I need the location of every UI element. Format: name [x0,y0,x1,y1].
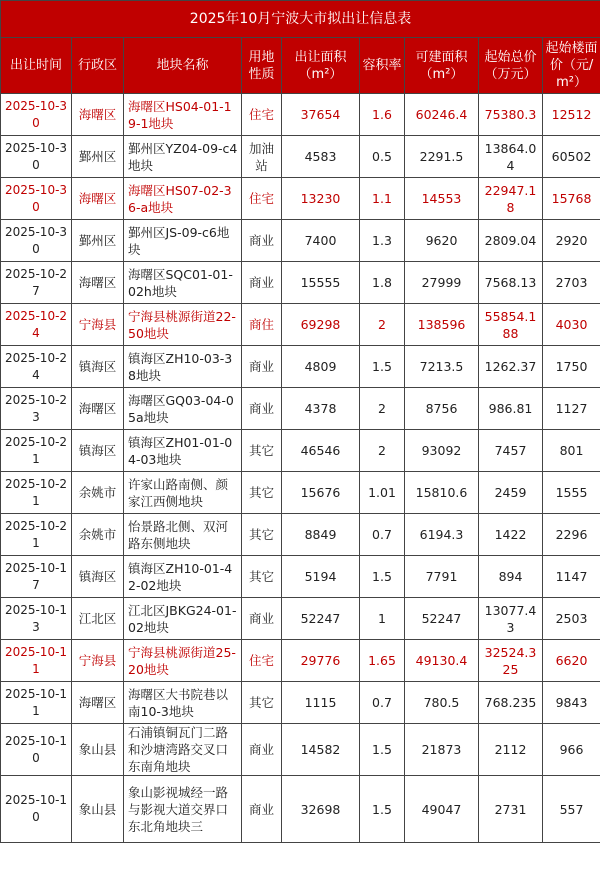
cell-land-use: 商住 [242,304,282,346]
cell-total-price: 55854.188 [479,304,543,346]
header-far: 容积率 [360,38,405,94]
cell-area: 37654 [282,94,360,136]
cell-land-use: 其它 [242,682,282,724]
cell-unit-price: 4030 [543,304,600,346]
cell-land-use: 加油站 [242,136,282,178]
cell-plot-name: 鄞州区YZ04-09-c4地块 [124,136,242,178]
cell-district: 海曙区 [72,94,124,136]
table-row [1,94,600,136]
table-row [1,556,600,598]
cell-total-price: 75380.3 [479,94,543,136]
cell-far: 1.1 [360,178,405,220]
cell-date: 2025-10-30 [1,178,72,220]
cell-far: 1.8 [360,262,405,304]
cell-buildable-area: 15810.6 [405,472,479,514]
header-unit-price: 起始楼面价（元/m²） [543,38,600,94]
cell-buildable-area: 52247 [405,598,479,640]
cell-buildable-area: 780.5 [405,682,479,724]
cell-district: 余姚市 [72,514,124,556]
cell-date: 2025-10-10 [1,776,72,843]
header-total-price: 起始总价（万元） [479,38,543,94]
cell-total-price: 32524.325 [479,640,543,682]
table-row [1,178,600,220]
cell-date: 2025-10-27 [1,262,72,304]
cell-unit-price: 15768 [543,178,600,220]
table-row [1,304,600,346]
cell-area: 1115 [282,682,360,724]
header-land-use: 用地性质 [242,38,282,94]
cell-area: 8849 [282,514,360,556]
cell-unit-price: 801 [543,430,600,472]
cell-total-price: 2459 [479,472,543,514]
cell-buildable-area: 21873 [405,724,479,776]
cell-buildable-area: 138596 [405,304,479,346]
cell-area: 5194 [282,556,360,598]
cell-total-price: 986.81 [479,388,543,430]
cell-plot-name: 海曙区HS07-02-36-a地块 [124,178,242,220]
cell-district: 象山县 [72,724,124,776]
cell-district: 镇海区 [72,346,124,388]
header-date: 出让时间 [1,38,72,94]
cell-date: 2025-10-21 [1,472,72,514]
cell-unit-price: 2296 [543,514,600,556]
cell-buildable-area: 14553 [405,178,479,220]
cell-land-use: 商业 [242,262,282,304]
cell-district: 海曙区 [72,682,124,724]
table-body [1,94,600,843]
cell-date: 2025-10-24 [1,346,72,388]
cell-buildable-area: 49130.4 [405,640,479,682]
cell-far: 1.5 [360,346,405,388]
table-title: 2025年10月宁波大市拟出让信息表 [1,1,600,38]
cell-land-use: 商业 [242,388,282,430]
cell-date: 2025-10-11 [1,682,72,724]
cell-far: 1.01 [360,472,405,514]
table-row [1,136,600,178]
cell-plot-name: 镇海区ZH10-01-42-02地块 [124,556,242,598]
cell-far: 1.65 [360,640,405,682]
header-plot-name: 地块名称 [124,38,242,94]
cell-date: 2025-10-21 [1,430,72,472]
cell-district: 宁海县 [72,304,124,346]
cell-buildable-area: 7791 [405,556,479,598]
cell-date: 2025-10-13 [1,598,72,640]
cell-land-use: 其它 [242,556,282,598]
cell-area: 52247 [282,598,360,640]
cell-total-price: 13077.43 [479,598,543,640]
cell-district: 宁海县 [72,640,124,682]
cell-buildable-area: 93092 [405,430,479,472]
cell-land-use: 其它 [242,430,282,472]
cell-far: 1.5 [360,776,405,843]
cell-land-use: 其它 [242,514,282,556]
cell-land-use: 其它 [242,472,282,514]
cell-plot-name: 石浦镇铜瓦门二路和沙塘湾路交叉口东南角地块 [124,724,242,776]
cell-land-use: 商业 [242,724,282,776]
cell-date: 2025-10-30 [1,94,72,136]
cell-plot-name: 镇海区ZH10-03-38地块 [124,346,242,388]
cell-unit-price: 557 [543,776,600,843]
cell-total-price: 894 [479,556,543,598]
cell-unit-price: 2703 [543,262,600,304]
cell-plot-name: 海曙区HS04-01-19-1地块 [124,94,242,136]
cell-district: 海曙区 [72,262,124,304]
cell-unit-price: 1147 [543,556,600,598]
cell-unit-price: 966 [543,724,600,776]
cell-land-use: 住宅 [242,640,282,682]
cell-plot-name: 海曙区SQC01-01-02h地块 [124,262,242,304]
cell-area: 15676 [282,472,360,514]
cell-area: 4378 [282,388,360,430]
cell-buildable-area: 27999 [405,262,479,304]
cell-district: 镇海区 [72,556,124,598]
cell-buildable-area: 6194.3 [405,514,479,556]
cell-district: 海曙区 [72,178,124,220]
header-area: 出让面积（m²） [282,38,360,94]
cell-area: 69298 [282,304,360,346]
cell-far: 1.5 [360,556,405,598]
cell-plot-name: 镇海区ZH01-01-04-03地块 [124,430,242,472]
cell-far: 1 [360,598,405,640]
cell-total-price: 2809.04 [479,220,543,262]
table-row [1,776,600,843]
cell-unit-price: 9843 [543,682,600,724]
cell-buildable-area: 60246.4 [405,94,479,136]
cell-far: 2 [360,430,405,472]
cell-total-price: 13864.04 [479,136,543,178]
cell-district: 余姚市 [72,472,124,514]
cell-total-price: 1422 [479,514,543,556]
table-row [1,598,600,640]
cell-district: 象山县 [72,776,124,843]
cell-area: 4583 [282,136,360,178]
cell-total-price: 1262.37 [479,346,543,388]
cell-land-use: 住宅 [242,94,282,136]
table-row [1,472,600,514]
table-row [1,346,600,388]
table-row [1,640,600,682]
cell-unit-price: 1750 [543,346,600,388]
cell-far: 0.7 [360,514,405,556]
cell-total-price: 2731 [479,776,543,843]
cell-date: 2025-10-11 [1,640,72,682]
cell-plot-name: 象山影视城经一路与影视大道交界口东北角地块三 [124,776,242,843]
cell-unit-price: 1555 [543,472,600,514]
cell-buildable-area: 8756 [405,388,479,430]
cell-land-use: 住宅 [242,178,282,220]
cell-land-use: 商业 [242,598,282,640]
cell-plot-name: 江北区JBKG24-01-02地块 [124,598,242,640]
cell-plot-name: 海曙区GQ03-04-05a地块 [124,388,242,430]
cell-plot-name: 鄞州区JS-09-c6地块 [124,220,242,262]
cell-far: 1.5 [360,724,405,776]
table-row [1,514,600,556]
cell-total-price: 7457 [479,430,543,472]
cell-buildable-area: 7213.5 [405,346,479,388]
cell-area: 13230 [282,178,360,220]
cell-district: 江北区 [72,598,124,640]
cell-area: 29776 [282,640,360,682]
cell-area: 46546 [282,430,360,472]
cell-district: 鄞州区 [72,220,124,262]
cell-plot-name: 海曙区大书院巷以南10-3地块 [124,682,242,724]
cell-unit-price: 2920 [543,220,600,262]
cell-unit-price: 12512 [543,94,600,136]
cell-unit-price: 60502 [543,136,600,178]
cell-date: 2025-10-30 [1,136,72,178]
cell-date: 2025-10-10 [1,724,72,776]
table-row [1,430,600,472]
header-row [1,38,600,94]
cell-far: 2 [360,388,405,430]
cell-plot-name: 怡景路北侧、双河路东侧地块 [124,514,242,556]
cell-area: 7400 [282,220,360,262]
cell-district: 鄞州区 [72,136,124,178]
cell-far: 0.5 [360,136,405,178]
cell-plot-name: 宁海县桃源街道22-50地块 [124,304,242,346]
cell-plot-name: 宁海县桃源街道25-20地块 [124,640,242,682]
cell-area: 15555 [282,262,360,304]
cell-total-price: 22947.18 [479,178,543,220]
cell-area: 14582 [282,724,360,776]
cell-far: 2 [360,304,405,346]
cell-land-use: 商业 [242,220,282,262]
cell-total-price: 2112 [479,724,543,776]
table-row [1,262,600,304]
header-buildable-area: 可建面积（m²） [405,38,479,94]
cell-far: 0.7 [360,682,405,724]
cell-buildable-area: 9620 [405,220,479,262]
cell-date: 2025-10-30 [1,220,72,262]
table-row [1,724,600,776]
cell-date: 2025-10-21 [1,514,72,556]
cell-date: 2025-10-23 [1,388,72,430]
cell-plot-name: 许家山路南侧、颜家江西侧地块 [124,472,242,514]
cell-date: 2025-10-24 [1,304,72,346]
cell-total-price: 768.235 [479,682,543,724]
cell-unit-price: 1127 [543,388,600,430]
cell-far: 1.3 [360,220,405,262]
cell-date: 2025-10-17 [1,556,72,598]
cell-unit-price: 6620 [543,640,600,682]
cell-area: 4809 [282,346,360,388]
cell-buildable-area: 2291.5 [405,136,479,178]
table-row [1,220,600,262]
table-row [1,682,600,724]
cell-land-use: 商业 [242,346,282,388]
table-row [1,388,600,430]
cell-buildable-area: 49047 [405,776,479,843]
cell-far: 1.6 [360,94,405,136]
cell-unit-price: 2503 [543,598,600,640]
cell-district: 海曙区 [72,388,124,430]
cell-land-use: 商业 [242,776,282,843]
header-district: 行政区 [72,38,124,94]
cell-total-price: 7568.13 [479,262,543,304]
cell-district: 镇海区 [72,430,124,472]
cell-area: 32698 [282,776,360,843]
